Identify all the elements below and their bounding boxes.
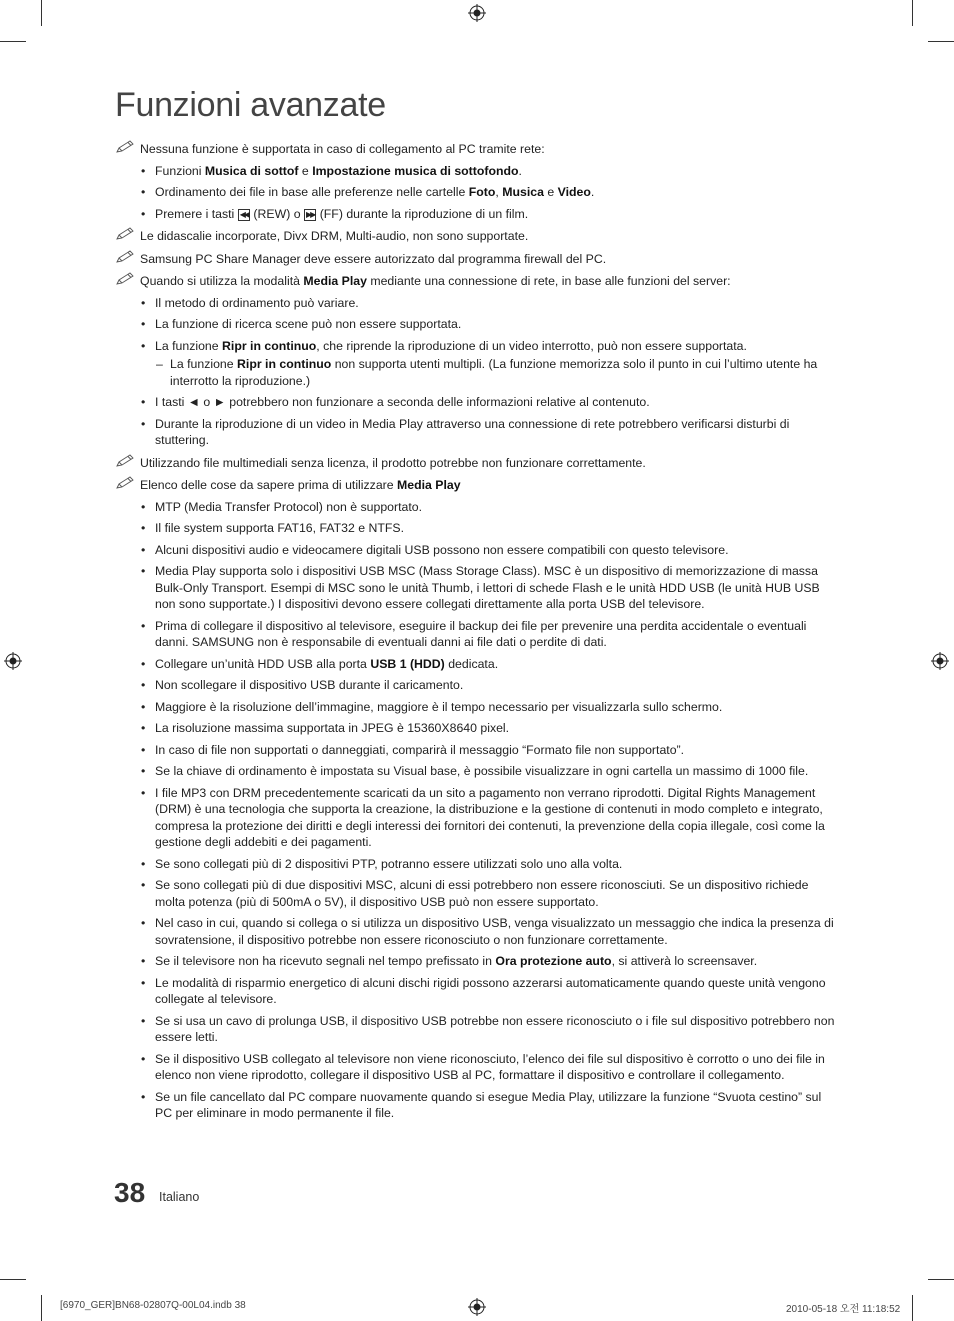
list-item-text [155,678,463,692]
text-run: (FF) durante la riproduzione di un film. [316,206,529,221]
bold-term: Impostazione musica di sottofondo [312,163,519,178]
text-run: Durante la riproduzione di un video in Media Play attraverso una connessione di rete potrebbero verificarsi disturbi di stuttering. [155,416,790,447]
text-run: Se la chiave di ordinamento è impostata su Visual base, è possibile visualizzare in ogni cartella un massimo di 1000 file. [155,764,809,778]
bullet-dot-icon: • [141,785,146,800]
note-text [140,274,731,288]
bold-term: Ripr in continuo [237,357,332,371]
remote-key-icon: ◀◀ [239,209,248,219]
page-language: Italiano [159,1190,200,1204]
text-run: . [518,163,522,178]
bullet-dot-icon: • [141,295,146,310]
bold-term: Ora protezione auto [495,954,612,968]
bullet-dot-icon: • [141,916,146,930]
note-pencil-icon [115,227,135,241]
registration-mark-icon [468,4,486,22]
bold-term: Musica di sottof [204,163,299,178]
crop-mark [928,41,954,42]
text-run: Il metodo di ordinamento può variare. [155,295,359,310]
bullet-dot-icon: • [141,699,146,714]
text-run: La funzione di ricerca scene può non essere supportata. [155,317,462,331]
text-run: Non scollegare il dispositivo USB durante il caricamento. [155,678,464,692]
text-run: Se il dispositivo USB collegato al televisore non viene riconosciuto, l’elenco dei file sul dispositivo è corrotto o uno dei file in elenco non viene riprodotto, collegare il dispositivo USB al PC, formattare il dispositivo e controllare il collegamento. [155,1051,825,1082]
note-pencil-icon [115,476,135,490]
text-run: Elenco delle cose da sapere prima di utilizzare [140,478,398,492]
page-title: Funzioni avanzate [115,86,386,124]
bullet-dot-icon: • [141,954,146,968]
bullet-dot-icon: • [141,542,146,557]
notes-body [115,135,840,1122]
bullet-dot-icon: • [141,656,146,671]
bold-term: USB 1 (HDD) [370,656,445,671]
list-item [115,953,840,970]
list-item-text [155,764,808,778]
bullet-dot-icon: • [141,185,146,199]
note-text [140,252,606,266]
bold-term: Media Play [303,274,367,288]
list-item-text [155,1090,821,1121]
text-run: , si attiverà lo screensaver. [611,954,758,968]
bullet-dot-icon: • [141,416,146,431]
text-run: , [495,185,503,199]
list-item-text [155,164,522,178]
list-item [115,975,840,1008]
list-item [115,877,840,910]
list-item [115,316,840,333]
text-run: , che riprende la riproduzione di un video interrotto, può non essere supportata. [316,338,747,353]
list-item-text [155,786,825,850]
bullet-dot-icon: • [141,206,146,221]
registration-mark-icon [468,1298,486,1316]
list-item [115,618,840,651]
bullet-dot-icon: • [141,1089,146,1104]
text-run: Le didascalie incorporate, Divx DRM, Multi-audio, non sono supportate. [140,229,529,243]
text-run: In caso di file non supportati o danneggiati, comparirà il messaggio “Formato file non supportato”. [155,742,685,757]
text-run: Se si usa un cavo di prolunga USB, il dispositivo USB potrebbe non essere riconosciuto o i file sul dispositivo potrebbero non essere letti. [155,1013,835,1044]
text-run: Premere i tasti [155,206,238,221]
note-item [115,251,840,268]
list-item-text [155,878,808,909]
bullet-dot-icon: • [141,618,146,633]
text-run: Funzioni [155,163,205,178]
list-item-text [155,916,834,947]
bold-term: Foto [468,185,496,199]
list-item [115,499,840,516]
text-run: e [298,163,313,178]
bullet-dot-icon: • [141,764,146,778]
list-item [115,1013,840,1046]
note-pencil-icon [115,272,135,286]
bullet-dot-icon: • [141,742,146,757]
bold-term: Media Play [397,478,461,492]
list-item-text [155,1014,834,1045]
text-run: Quando si utilizza la modalità [140,274,304,288]
list-item [115,763,840,780]
bullet-dot-icon: • [141,856,146,871]
list-item-text [155,976,826,1007]
list-item [115,542,840,559]
bullet-dot-icon: • [141,721,146,735]
list-item [115,720,840,737]
list-item-text [155,207,528,221]
list-item-text [155,657,498,671]
list-item [115,206,840,223]
text-run: Utilizzando file multimediali senza licenza, il prodotto potrebbe non funzionare correttamente. [140,455,646,470]
text-run: Se il televisore non ha ricevuto segnali nel tempo prefissato in [155,954,496,968]
note-item [115,477,840,494]
text-run: Il file system supporta FAT16, FAT32 e NTFS. [155,521,404,535]
bullet-dot-icon: • [141,678,146,692]
note-pencil-icon [115,250,135,264]
remote-key-icon: ▶▶ [305,209,315,219]
list-item [115,163,840,180]
text-run: La funzione [155,338,223,353]
page-number: 38 [114,1177,146,1208]
list-item [115,295,840,312]
text-run: I tasti ◄ o ► potrebbero non funzionare a seconda delle informazioni relative al contenuto. [155,395,650,409]
list-item [115,394,840,411]
text-run: La funzione [170,357,238,371]
crop-mark [0,41,26,42]
text-run: Se un file cancellato dal PC compare nuovamente quando si esegue Media Play, utilizzare la funzione “Svuota cestino” sul PC per eliminare in modo permanente il file. [155,1089,822,1120]
note-pencil-icon [115,454,135,468]
text-run: Collegare un’unità HDD USB alla porta [155,656,371,671]
bold-term: Ripr in continuo [222,338,317,353]
crop-mark [912,0,913,26]
text-run: mediante una connessione di rete, in base alle funzioni del server: [366,274,731,288]
list-item [115,742,840,759]
list-item-text [155,543,729,557]
print-slug-file: [6970_GER]BN68-02807Q-00L04.indb 38 [60,1300,246,1311]
text-run: Nel caso in cui, quando si collega o si utilizza un dispositivo USB, venga visualizzato un messaggio che indica la presenza di sovratensione, il dispositivo potrebbe non essere riconosciuto o non funzionare correttamente. [155,916,834,947]
list-item-text [155,296,359,310]
crop-mark [41,0,42,26]
bullet-list [115,295,840,449]
note-pencil-icon [115,140,135,154]
bold-term: Video [557,185,591,199]
bullet-dot-icon: • [141,338,146,353]
list-item [115,520,840,537]
list-item [115,677,840,694]
list-item-text [155,521,404,535]
list-item-text [155,743,684,757]
crop-mark [928,1279,954,1280]
text-run: La risoluzione massima supportata in JPEG è 15360X8640 pixel. [155,721,510,735]
crop-mark [41,1295,42,1321]
bullet-dot-icon: • [141,395,146,409]
text-run: . [590,185,595,199]
text-run: Maggiore è la risoluzione dell’immagine, maggiore è il tempo necessario per visualizzarla sullo schermo. [155,699,723,714]
bullet-dot-icon: • [141,521,146,535]
list-item-text [155,185,594,199]
note-text [140,142,545,156]
list-item-text [155,700,722,714]
list-item-text [155,564,820,611]
list-item [115,1051,840,1084]
list-item-text [155,721,509,735]
list-item [115,338,840,355]
text-run: e [543,185,558,199]
registration-mark-icon [931,652,949,670]
list-item [115,856,840,873]
bullet-dot-icon: • [141,1013,146,1028]
sub-item-text [170,357,817,388]
note-text [140,229,528,243]
note-text [140,478,461,492]
list-item-text [155,417,789,448]
text-run: I file MP3 con DRM precedentemente scaricati da un sito a pagamento non verrano riprodotti. Digital Rights Management (DRM) è una tecnologia che supporta la creazione, la distribuzione e la gestione di contenuti in modo completo e integrato, compresa la protezione dei diritti e degli interessi dei fornitori dei contenuti, la prevenzione della copia illegale, così come la gestione degli addebiti e dei pagamenti. [155,785,825,849]
list-item-text [155,857,622,871]
crop-mark [912,1295,913,1321]
bullet-dot-icon: • [141,878,146,892]
text-run: Ordinamento dei file in base alle preferenze nelle cartelle [155,185,469,199]
list-item [115,184,840,201]
bullet-dot-icon: • [141,564,146,578]
list-item-text [155,954,757,968]
list-item [115,656,840,673]
note-item [115,273,840,290]
bullet-dot-icon: • [141,163,146,178]
registration-mark-icon [4,652,22,670]
text-run: Samsung PC Share Manager deve essere autorizzato dal programma firewall del PC. [140,251,607,266]
bullet-list [115,499,840,1122]
bullet-dot-icon: • [141,499,146,514]
text-run: Prima di collegare il dispositivo al televisore, eseguire il backup dei file per prevenire una perdita accidentale o eventuali danni. SAMSUNG non è responsabile di eventuali danni ai file dati o perdite di dati. [155,618,807,649]
list-item [115,416,840,449]
list-item [115,1089,840,1122]
list-item-text [155,339,747,353]
sub-item [115,356,840,389]
bullet-dot-icon: • [141,317,146,331]
print-slug-timestamp: 2010-05-18 오전 11:18:52 [786,1304,901,1315]
list-item-text [155,500,422,514]
note-item [115,228,840,245]
list-item [115,915,840,948]
text-run: Media Play supporta solo i dispositivi USB MSC (Mass Storage Class). MSC è un dispositivo di memorizzazione di massa Bulk-Only Transport. Esempi di MSC sono le unità Thumb, i lettori di schede Flash e le unità HDD USB (le unità HUB USB non sono supportate.) I dispositivi devono essere collegati direttamente alla porta USB del televisore. [155,564,820,611]
list-item-text [155,1052,825,1083]
bullet-dot-icon: • [141,975,146,990]
text-run: dedicata. [444,656,499,671]
bullet-list [115,163,840,223]
dash-marker-icon: – [156,357,163,371]
text-run: non supporta utenti multipli. (La funzione memorizza solo il punto in cui l’ultimo utente ha interrotto la riproduzione.) [170,357,818,388]
list-item [115,699,840,716]
crop-mark [0,1279,26,1280]
text-run: Alcuni dispositivi audio e videocamere digitali USB possono non essere compatibili con questo televisore. [155,542,729,557]
text-run: Se sono collegati più di 2 dispositivi PTP, potranno essere utilizzati solo uno alla volta. [155,856,623,871]
note-text [140,456,646,470]
list-item-text [155,619,806,650]
list-item [115,563,840,613]
text-run: MTP (Media Transfer Protocol) non è supportato. [155,499,423,514]
note-item [115,455,840,472]
text-run: Nessuna funzione è supportata in caso di collegamento al PC tramite rete: [140,142,545,156]
text-run: Le modalità di risparmio energetico di alcuni dischi rigidi possono azzerarsi automaticamente quando queste unità vengono collegate al televisore. [155,975,826,1006]
text-run: Se sono collegati più di due dispositivi MSC, alcuni di essi potrebbero non essere riconosciuti. Se un dispositivo richiede molta potenza (più di 500mA o 5V), il dispositivo USB può non essere supportato. [155,878,809,909]
bold-term: Musica [502,185,544,199]
bullet-dot-icon: • [141,1051,146,1066]
note-item [115,141,840,158]
list-item-text [155,395,650,409]
list-item-text [155,317,461,331]
text-run: (REW) o [250,206,304,221]
list-item [115,785,840,851]
